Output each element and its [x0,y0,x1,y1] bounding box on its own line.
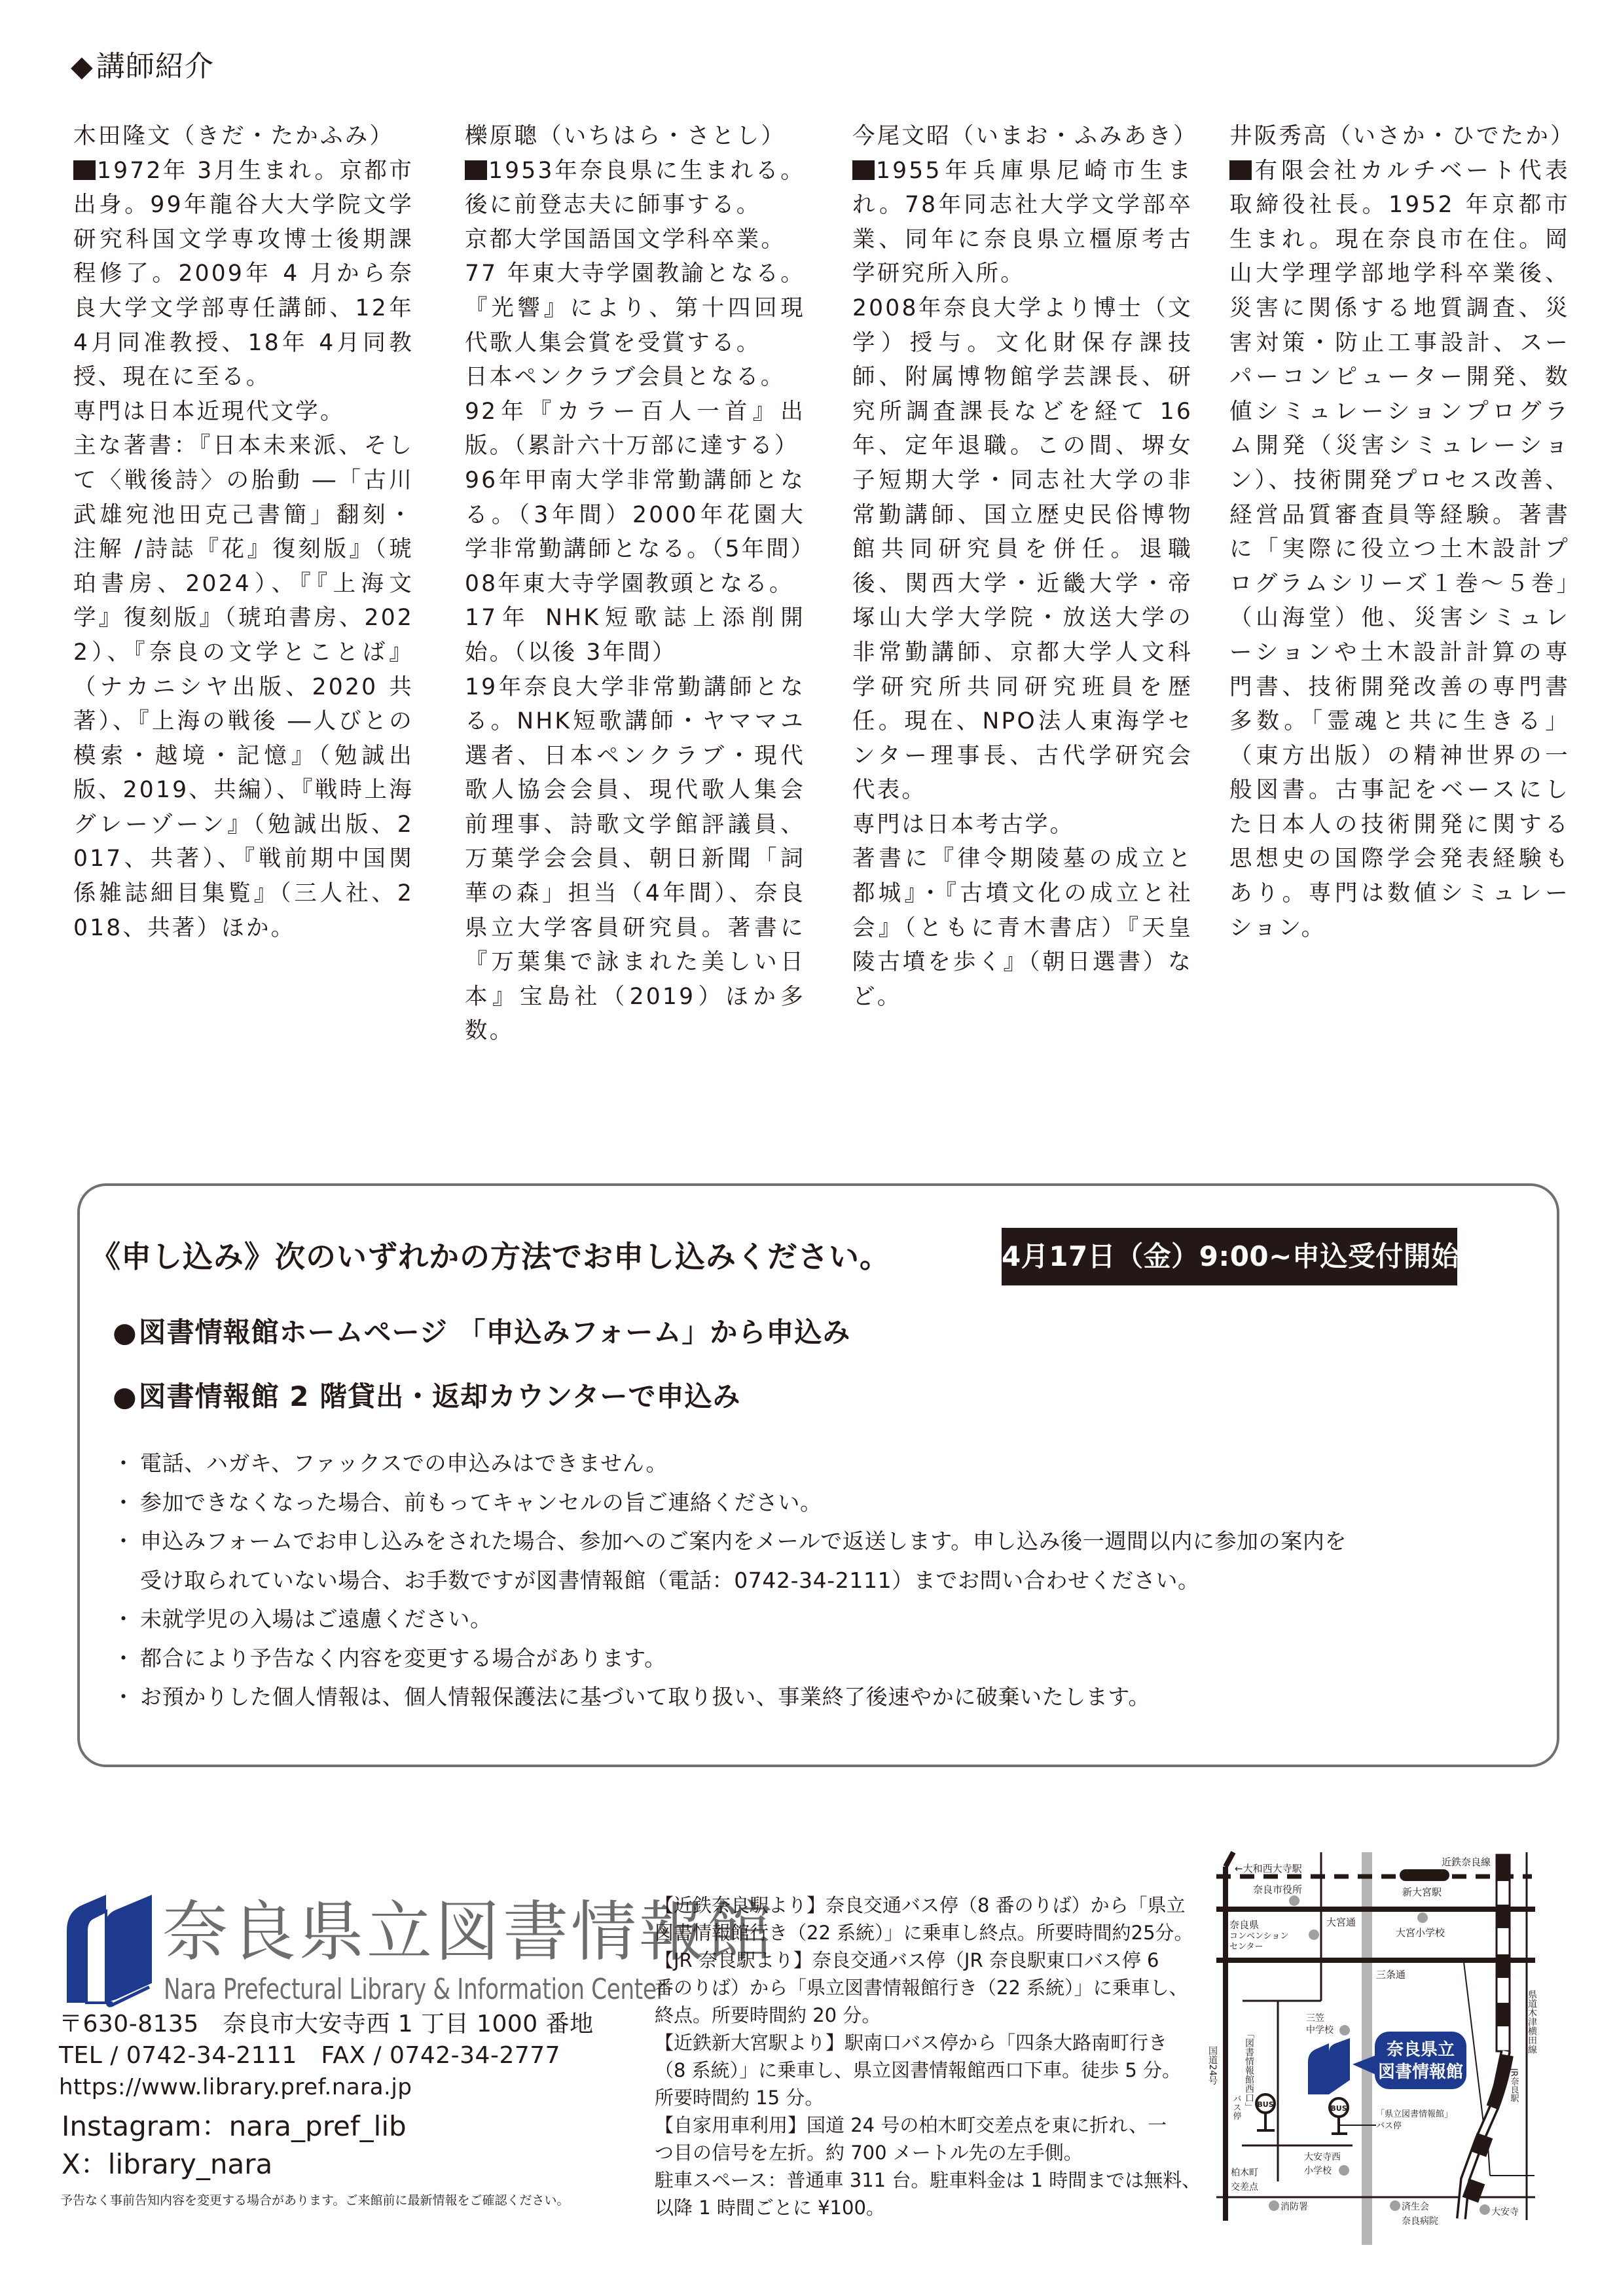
lecturer-works: 主な著書：『日本未来派、そして〈戦後詩〉の胎動 ―「古川武雄宛池田克己書簡」翻刻・注解 /詩誌『花』復刻版』（琥珀書房、2024）、『『上海文学』復刻版』（琥珀書房、2022）、『奈良の文学とことば』（ナカニシヤ出版、2020 共著）、『上海の戦後 ―人びとの模索・越境・記憶』（勉誠出版、2019、共編）、『戦時上海グレーゾーン』（勉誠出版、2017、共著）、『戦前期中国関係雑誌細目集覧』（三人社、2018、共著）ほか。 [73,433,414,941]
note-item [115,1522,1347,1600]
note-item: ・ 参加できなくなった場合、前もってキャンセルの旨ご連絡ください。 [115,1483,1347,1522]
note-text-continued: 受け取られていない場合、お手数ですが図書情報館（電話：0742-34-2111）までお問い合わせください。 [140,1567,1200,1593]
svg-text:三条通: 三条通 [1376,1969,1406,1981]
note-item: ・ 都合により予告なく内容を変更する場合があります。 [115,1639,1347,1678]
note-text: 申込みフォームでお申し込みをされた場合、参加へのご案内をメールで返送します。申し込み後一週間以内に参加の案内を [140,1528,1347,1554]
access-line: つ目の信号を左折。約 700 メートル先の左手側。 [655,2142,1083,2164]
access-line: 【JR 奈良駅より】奈良交通バス停（JR 奈良駅東口バス停 6 [655,1949,1159,1971]
note-item: ・ 電話、ハガキ、ファックスでの申込みはできません。 [115,1444,1347,1483]
svg-text:消防署: 消防署 [1280,2202,1308,2212]
address: 〒630-8135 奈良市大安寺西 1 丁目 1000 番地 [59,2011,594,2037]
application-notes [115,1444,1347,1717]
square-bullet-icon [1229,160,1252,180]
svg-text:済生会: 済生会 [1402,2202,1429,2212]
svg-text:大宮通: 大宮通 [1326,1916,1356,1928]
svg-text:中学校: 中学校 [1306,2025,1334,2036]
svg-text:「図書情報館西口」: 「図書情報館西口」 [1244,2029,1254,2111]
library-name-jp: 奈良県立図書情報館 [162,1893,775,1970]
section-heading-text: 講師紹介 [96,50,214,83]
lecturer-specialty: 専門は日本近現代文学。 [73,398,345,425]
svg-text:BUS: BUS [1330,2104,1347,2113]
svg-text:奈良市役所: 奈良市役所 [1253,1884,1303,1895]
access-line: 終点。所要時間約 20 分。 [655,2004,881,2026]
method-text: 図書情報館 2 階貸出・返却カウンターで申込み [138,1380,741,1412]
bus-stop-west-icon [1256,2094,1275,2130]
library-book-logo-icon [60,1892,158,2009]
note-item: ・ お預かりした個人情報は、個人情報保護法に基づいて取り扱い、事業終了後速やかに破棄いたします。 [115,1677,1347,1717]
lecturer-name: 木田隆文（きだ・たかふみ） [73,123,395,149]
method-counter [113,1377,740,1416]
access-map [1205,1833,1591,2265]
svg-text:交差点: 交差点 [1231,2182,1258,2193]
svg-text:三笠: 三笠 [1306,2013,1324,2024]
svg-text:←大和西大寺駅: ←大和西大寺駅 [1235,1863,1302,1874]
lecturer-career: 96年甲南大学非常勤講師となる。（3年間）2000年花園大学非常勤講師となる。（5年間） [465,467,816,563]
disclaimer: 予告なく事前告知内容を変更する場合があります。ご来館前に最新情報をご確認ください。 [60,2193,570,2208]
library-marker-icon [1308,2038,1350,2094]
lecturer-career: 77 年東大寺学園教諭となる。『光響』により、第十四回現代歌人集会賞を受賞する。 [465,260,805,356]
square-bullet-icon [852,160,875,180]
method-text: 図書情報館ホームページ 「申込みフォーム」から申込み [138,1316,851,1348]
lecturer-bio: 1972年 3月生まれ。京都市出身。99年龍谷大大学院文学研究科国文学専攻博士後期課程修了。2009年 4 月から奈良大学文学部専任講師、12年 4月同准教授、18年 4月同教授、現在に至る。 [73,157,414,391]
svg-text:バス停: バス停 [1376,2121,1402,2131]
lecturer-career: 17年 NHK短歌誌上添削開始。（以後 3年間） [465,605,805,666]
access-line: （8 系統）」に乗車し、県立図書情報館西口下車。徒歩 5 分。 [655,2059,1182,2081]
access-line: 【自家用車利用】国道 24 号の柏木町交差点を東に折れ、一 [655,2114,1167,2136]
lecturer-profile-ichihara [465,119,816,1049]
access-line: 所要時間約 15 分。 [655,2087,824,2109]
svg-text:「県立図書情報館」: 「県立図書情報館」 [1376,2109,1453,2119]
square-bullet-icon [465,160,487,180]
lecturer-name: 櫟原聰（いちはら・さとし） [465,123,786,149]
access-line: 駐車スペース：普通車 311 台。駐車料金は 1 時間までは無料、 [655,2169,1201,2191]
bullet-dot-icon: ● [113,1380,137,1412]
access-line: 【近鉄新大宮駅より】駅南口バス停から「四条大路南町行き [655,2032,1168,2054]
svg-text:大安寺西: 大安寺西 [1304,2152,1341,2162]
tel-fax: TEL / 0742-34-2111 FAX / 0742-34-2777 [59,2042,561,2069]
svg-text:奈良病院: 奈良病院 [1402,2216,1438,2227]
svg-text:県道木津横田線: 県道木津横田線 [1527,1990,1537,2054]
svg-text:バス停: バス停 [1231,2094,1241,2120]
svg-text:柏木町: 柏木町 [1231,2168,1258,2178]
lecturer-career: 08年東大寺学園教頭となる。 [465,570,794,597]
section-heading [71,47,214,86]
lecturer-bio: 有限会社カルチベート代表取締役社長。1952 年京都市生まれ。現在奈良市在住。岡山大学理学部地学科卒業後、災害に関係する地質調査、災害対策・防止工事設計、スーパーコンピューター開発、数値シミュレーションプログラム開発（災害シミュレーション）、技術開発プロセス改善、経営品質審査員等経験。著書に「実際に役立つ土木設計プログラムシリーズ１巻～５巻」（山海堂）他、災害シミュレーションや土木設計計算の専門書、技術開発改善の専門書多数。「霊魂と共に生きる」（東方出版）の精神世界の一般図書。古事記をベースにした日本人の技術開発に関する思想史の国際学会発表経験もあり。専門は数値シミュレーション。 [1229,157,1570,941]
svg-text:新大宮駅: 新大宮駅 [1402,1886,1442,1898]
access-line: 番のりば）から「県立図書情報館行き（22 系統）」に乗車し、 [655,1977,1188,1999]
map-library-label-1: 奈良県立 [1386,2040,1455,2060]
bullet-dot-icon: ● [113,1316,137,1348]
svg-text:奈良県: 奈良県 [1229,1919,1260,1931]
square-bullet-icon [73,160,96,180]
lecturer-name: 井阪秀高（いさか・ひでたか） [1229,123,1575,149]
lecturer-career: 2008年奈良大学より博士（文学）授与。文化財保存課技師、附属博物館学芸課長、研究所調査課長などを経て 16年、定年退職。この間、堺女子短期大学・同志社大学の非常勤講師、国立歴史民俗博物館共同研究員を併任。退職後、関西大学・近畿大学・帝塚山大学大学院・放送大学の非常勤講師、京都大学人文科学研究所共同研究班員を歴任。現在、NPO法人東海学センター理事長、古代学研究会代表。 [852,295,1193,804]
svg-text:センター: センター [1229,1942,1263,1952]
instagram-handle[interactable]: Instagram：nara_pref_lib [62,2110,407,2142]
access-line: 以降 1 時間ごとに ¥100。 [655,2197,885,2219]
access-line: 【近鉄奈良駅より】奈良交通バス停（8 番のりば）から「県立 [655,1894,1186,1916]
application-start-badge: 4月17日（金）9:00~申込受付開始 [1002,1228,1457,1285]
access-directions [655,1892,1201,2221]
note-item: ・ 未就学児の入場はご遠慮ください。 [115,1600,1347,1639]
lecturer-profile-kida [73,119,414,945]
map-library-label-2: 図書情報館 [1377,2062,1464,2082]
svg-text:近鉄奈良線: 近鉄奈良線 [1442,1856,1491,1868]
lecturer-bio: 1955年兵庫県尼崎市生まれ。78年同志社大学文学部卒業、同年に奈良県立橿原考古学研究所入所。 [852,157,1193,287]
svg-text:BUS: BUS [1257,2100,1274,2109]
lecturer-works: 著書に『律令期陵墓の成立と都城』・『古墳文化の成立と社会』（ともに青木書店）『天皇陵古墳を歩く』（朝日選書）など。 [852,846,1193,1010]
lecturer-career: 92年『カラー百人一首』出版。（累計六十万部に達する） [465,398,805,459]
method-homepage-form [113,1313,850,1352]
x-handle[interactable]: X：library_nara [62,2148,273,2180]
diamond-icon: ◆ [71,50,94,83]
svg-text:コンベンション: コンベンション [1229,1931,1289,1941]
lecturer-name: 今尾文昭（いまお・ふみあき） [852,123,1198,149]
svg-text:大宮小学校: 大宮小学校 [1396,1927,1445,1939]
website-link[interactable]: https://www.library.pref.nara.jp [59,2074,412,2100]
svg-text:大安寺: 大安寺 [1491,2207,1519,2217]
access-line: 図書情報館行き（22 系統）」に乗車し終点。所要時間約25分。 [655,1922,1193,1944]
svg-text:JR奈良駅: JR奈良駅 [1508,2068,1519,2102]
lecturer-profile-imao [852,119,1198,1014]
lecturer-bio: 1953年奈良県に生まれる。後に前登志夫に師事する。 [465,157,805,219]
application-title: 《申し込み》次のいずれかの方法でお申し込みください。 [90,1239,890,1274]
lecturer-specialty: 専門は日本考古学。 [852,811,1075,838]
lecturer-profile-isaka [1229,119,1575,945]
library-name-en: Nara Prefectural Library & Information Center [164,1973,666,2006]
lecturer-career: 19年奈良大学非常勤講師となる。NHK短歌講師・ヤママユ選者、日本ペンクラブ・現代歌人協会会員、現代歌人集会前理事、詩歌文学館評議員、万葉学会会員、朝日新聞「詞華の森」担当（4年間）、奈良県立大学客員研究員。著書に『万葉集で詠まれた美しい日本』宝島社（2019）ほか多数。 [465,673,805,1045]
svg-text:小学校: 小学校 [1304,2166,1332,2176]
lecturer-career: 日本ペンクラブ会員となる。 [465,364,786,391]
svg-text:国道24号: 国道24号 [1207,2046,1218,2085]
lecturer-career: 京都大学国語国文学科卒業。 [465,226,786,253]
